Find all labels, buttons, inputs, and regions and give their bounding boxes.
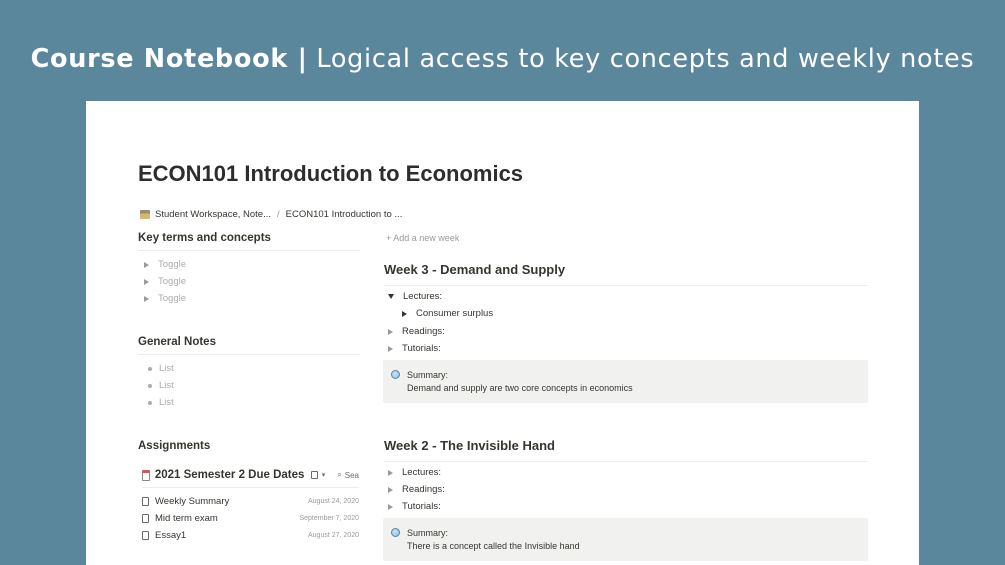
breadcrumb <box>140 207 402 221</box>
toggle-label: Toggle <box>158 293 186 304</box>
toggle-item[interactable] <box>144 293 186 304</box>
breadcrumb-item-page[interactable]: ECON101 Introduction to ... <box>285 208 403 220</box>
toggle-label: Readings: <box>402 484 445 495</box>
table-row[interactable] <box>142 511 359 526</box>
search-input[interactable]: Sea <box>344 470 359 480</box>
toggle-label: Tutorials: <box>402 501 441 512</box>
banner-subtitle: Logical access to key concepts and weekly notes <box>316 44 975 74</box>
list-item[interactable] <box>144 397 174 408</box>
toggle-lectures[interactable] <box>388 291 442 302</box>
row-name[interactable]: Essay1 <box>155 530 187 541</box>
list-item[interactable] <box>144 363 174 374</box>
breadcrumb-separator: / <box>277 208 280 220</box>
toggle-label: Lectures: <box>402 467 442 478</box>
row-name[interactable]: Mid term exam <box>155 513 218 524</box>
summary-callout <box>383 518 868 561</box>
summary-callout <box>383 360 868 403</box>
summary-text <box>407 527 580 561</box>
database-title[interactable]: 2021 Semester 2 Due Dates <box>154 469 305 481</box>
row-date: August 24, 2020 <box>308 498 359 505</box>
toggle-readings[interactable] <box>388 484 445 495</box>
view-icon[interactable] <box>311 471 317 479</box>
plus-icon: + <box>386 233 392 243</box>
list-item[interactable] <box>144 380 174 391</box>
triangle-icon[interactable] <box>402 311 407 317</box>
table-row[interactable] <box>142 528 359 543</box>
toggle-label: Consumer surplus <box>416 308 494 319</box>
triangle-icon[interactable] <box>388 487 393 493</box>
page-title: ECON101 Introduction to Economics <box>138 161 524 186</box>
key-terms-heading: Key terms and concepts <box>138 232 359 251</box>
globe-icon <box>391 370 400 379</box>
list-item-label: List <box>159 397 174 408</box>
toggle-label: Readings: <box>402 326 445 337</box>
row-date: September 7, 2020 <box>299 515 359 522</box>
toggle-tutorials[interactable] <box>388 501 441 512</box>
triangle-icon[interactable] <box>388 504 393 510</box>
triangle-icon[interactable] <box>388 346 393 352</box>
document-icon <box>142 497 149 506</box>
toggle-lecture-item[interactable] <box>402 308 493 319</box>
triangle-icon[interactable] <box>144 296 149 302</box>
list-item-label: List <box>159 363 174 374</box>
triangle-icon[interactable] <box>144 279 149 285</box>
bullet-icon <box>148 401 152 405</box>
toggle-readings[interactable] <box>388 326 445 337</box>
toggle-item[interactable] <box>144 259 186 270</box>
triangle-icon[interactable] <box>144 262 149 268</box>
chevron-down-icon[interactable]: ▾ <box>321 472 326 479</box>
breadcrumb-item-workspace[interactable]: Student Workspace, Note... <box>155 208 271 220</box>
row-name[interactable]: Weekly Summary <box>155 496 230 507</box>
general-notes-heading: General Notes <box>138 336 359 355</box>
toggle-label: Lectures: <box>403 291 443 302</box>
row-date: August 27, 2020 <box>308 532 359 539</box>
globe-icon <box>391 528 400 537</box>
banner-title: Course Notebook | <box>30 44 308 74</box>
toggle-label: Toggle <box>158 276 186 287</box>
toggle-label: Tutorials: <box>402 343 441 354</box>
summary-label: Summary: <box>407 370 449 380</box>
banner <box>0 44 1005 74</box>
triangle-icon[interactable] <box>388 470 393 476</box>
toggle-label: Toggle <box>158 259 186 270</box>
search-icon[interactable]: ⌕ <box>337 470 342 479</box>
toggle-item[interactable] <box>144 276 186 287</box>
summary-label: Summary: <box>407 528 449 538</box>
document-icon <box>142 531 149 540</box>
calendar-icon <box>142 470 150 481</box>
triangle-down-icon[interactable] <box>388 294 394 299</box>
list-item-label: List <box>159 380 174 391</box>
bullet-icon <box>148 367 152 371</box>
bullet-icon <box>148 384 152 388</box>
database-header <box>142 469 359 488</box>
document-icon <box>142 514 149 523</box>
week-heading: Week 2 - The Invisible Hand <box>384 438 868 462</box>
add-week-label: Add a new week <box>393 233 460 243</box>
workspace-icon <box>140 210 150 219</box>
toggle-lectures[interactable] <box>388 467 441 478</box>
assignments-heading: Assignments <box>138 440 211 452</box>
table-row[interactable] <box>142 494 359 509</box>
toggle-tutorials[interactable] <box>388 343 441 354</box>
triangle-icon[interactable] <box>388 329 393 335</box>
notion-page <box>86 101 919 565</box>
summary-text <box>407 369 633 403</box>
summary-body: There is a concept called the Invisible hand <box>407 541 580 551</box>
week-heading: Week 3 - Demand and Supply <box>384 262 868 286</box>
summary-body: Demand and supply are two core concepts in economics <box>407 383 633 393</box>
add-week-button[interactable] <box>386 233 459 243</box>
